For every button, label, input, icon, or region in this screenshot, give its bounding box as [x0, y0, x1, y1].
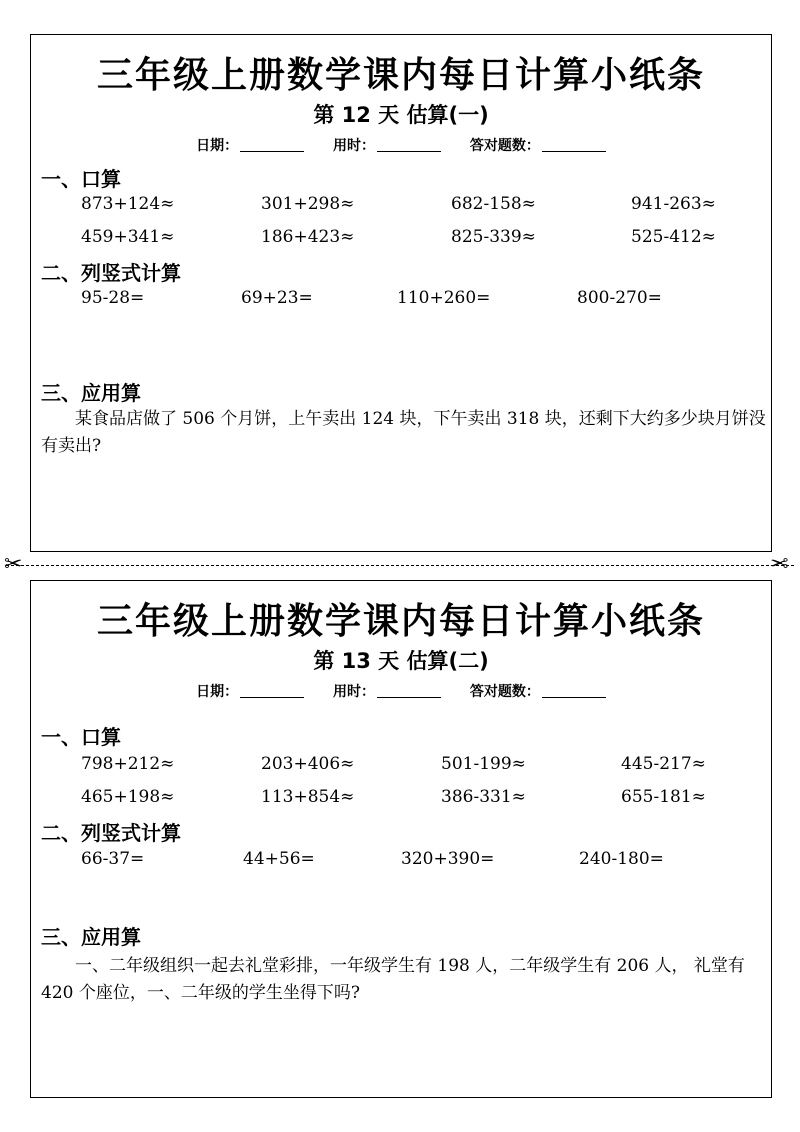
vertical-heading: 二、列竖式计算: [41, 821, 181, 845]
date-blank: [240, 697, 304, 698]
time-field: [333, 135, 441, 155]
oral-expr: 941-263≈: [631, 194, 716, 214]
date-field: [196, 135, 304, 155]
vertical-expr: 66-37=: [81, 849, 145, 869]
applied-heading: 三、应用算: [41, 925, 141, 949]
vertical-expr: 110+260=: [397, 288, 491, 308]
oral-expr: 445-217≈: [621, 754, 706, 774]
sheet-subtitle: 第 12 天 估算(一): [313, 103, 489, 127]
scissors-icon: ✂: [770, 552, 789, 577]
oral-heading: 一、口算: [41, 725, 121, 749]
vertical-expr: 320+390=: [401, 849, 495, 869]
time-blank: [377, 697, 441, 698]
score-field: [470, 135, 606, 155]
oral-expr: 386-331≈: [441, 787, 526, 807]
oral-expr: 873+124≈: [81, 194, 175, 214]
score-field: [470, 681, 606, 701]
time-label: 用时：: [333, 684, 375, 700]
date-field: [196, 681, 304, 701]
applied-heading: 三、应用算: [41, 381, 141, 405]
vertical-expr: 69+23=: [241, 288, 313, 308]
time-blank: [377, 151, 441, 152]
oral-expr: 825-339≈: [451, 227, 536, 247]
score-blank: [542, 697, 606, 698]
applied-problem: 某食品店做了 506 个月饼，上午卖出 124 块，下午卖出 318 块，还剩下大约多少块月饼没有卖出?: [41, 409, 766, 456]
oral-expr: 682-158≈: [451, 194, 536, 214]
vertical-expr: 240-180=: [579, 849, 664, 869]
vertical-heading: 二、列竖式计算: [41, 261, 181, 285]
date-blank: [240, 151, 304, 152]
oral-expr: 501-199≈: [441, 754, 526, 774]
oral-expr: 655-181≈: [621, 787, 706, 807]
vertical-expr: 95-28=: [81, 288, 145, 308]
scissors-icon: ✂: [4, 552, 23, 577]
oral-expr: 798+212≈: [81, 754, 175, 774]
time-label: 用时：: [333, 138, 375, 154]
oral-heading: 一、口算: [41, 167, 121, 191]
oral-expr: 465+198≈: [81, 787, 175, 807]
meta-row: [31, 681, 771, 701]
oral-expr: 525-412≈: [631, 227, 716, 247]
score-label: 答对题数：: [469, 684, 540, 700]
oral-expr: 186+423≈: [261, 227, 355, 247]
applied-problem: 一、二年级组织一起去礼堂彩排，一年级学生有 198 人，二年级学生有 206 人， 礼堂有 420 个座位，一、二年级的学生坐得下吗?: [41, 956, 745, 1003]
oral-expr: 203+406≈: [261, 754, 355, 774]
sheet-title: 三年级上册数学课内每日计算小纸条: [96, 55, 705, 96]
meta-row: [31, 135, 771, 155]
oral-expr: 301+298≈: [261, 194, 355, 214]
time-field: [333, 681, 441, 701]
date-label: 日期：: [196, 684, 239, 700]
score-label: 答对题数：: [469, 138, 540, 154]
oral-expr: 113+854≈: [261, 787, 355, 807]
vertical-expr: 44+56=: [243, 849, 315, 869]
date-label: 日期：: [196, 138, 239, 154]
score-blank: [542, 151, 606, 152]
sheet-title: 三年级上册数学课内每日计算小纸条: [96, 601, 705, 642]
vertical-expr: 800-270=: [577, 288, 662, 308]
worksheet-day-13: [30, 580, 772, 1098]
sheet-subtitle: 第 13 天 估算(二): [313, 649, 489, 673]
cut-line: [6, 565, 794, 566]
worksheet-day-12: [30, 34, 772, 552]
oral-expr: 459+341≈: [81, 227, 175, 247]
